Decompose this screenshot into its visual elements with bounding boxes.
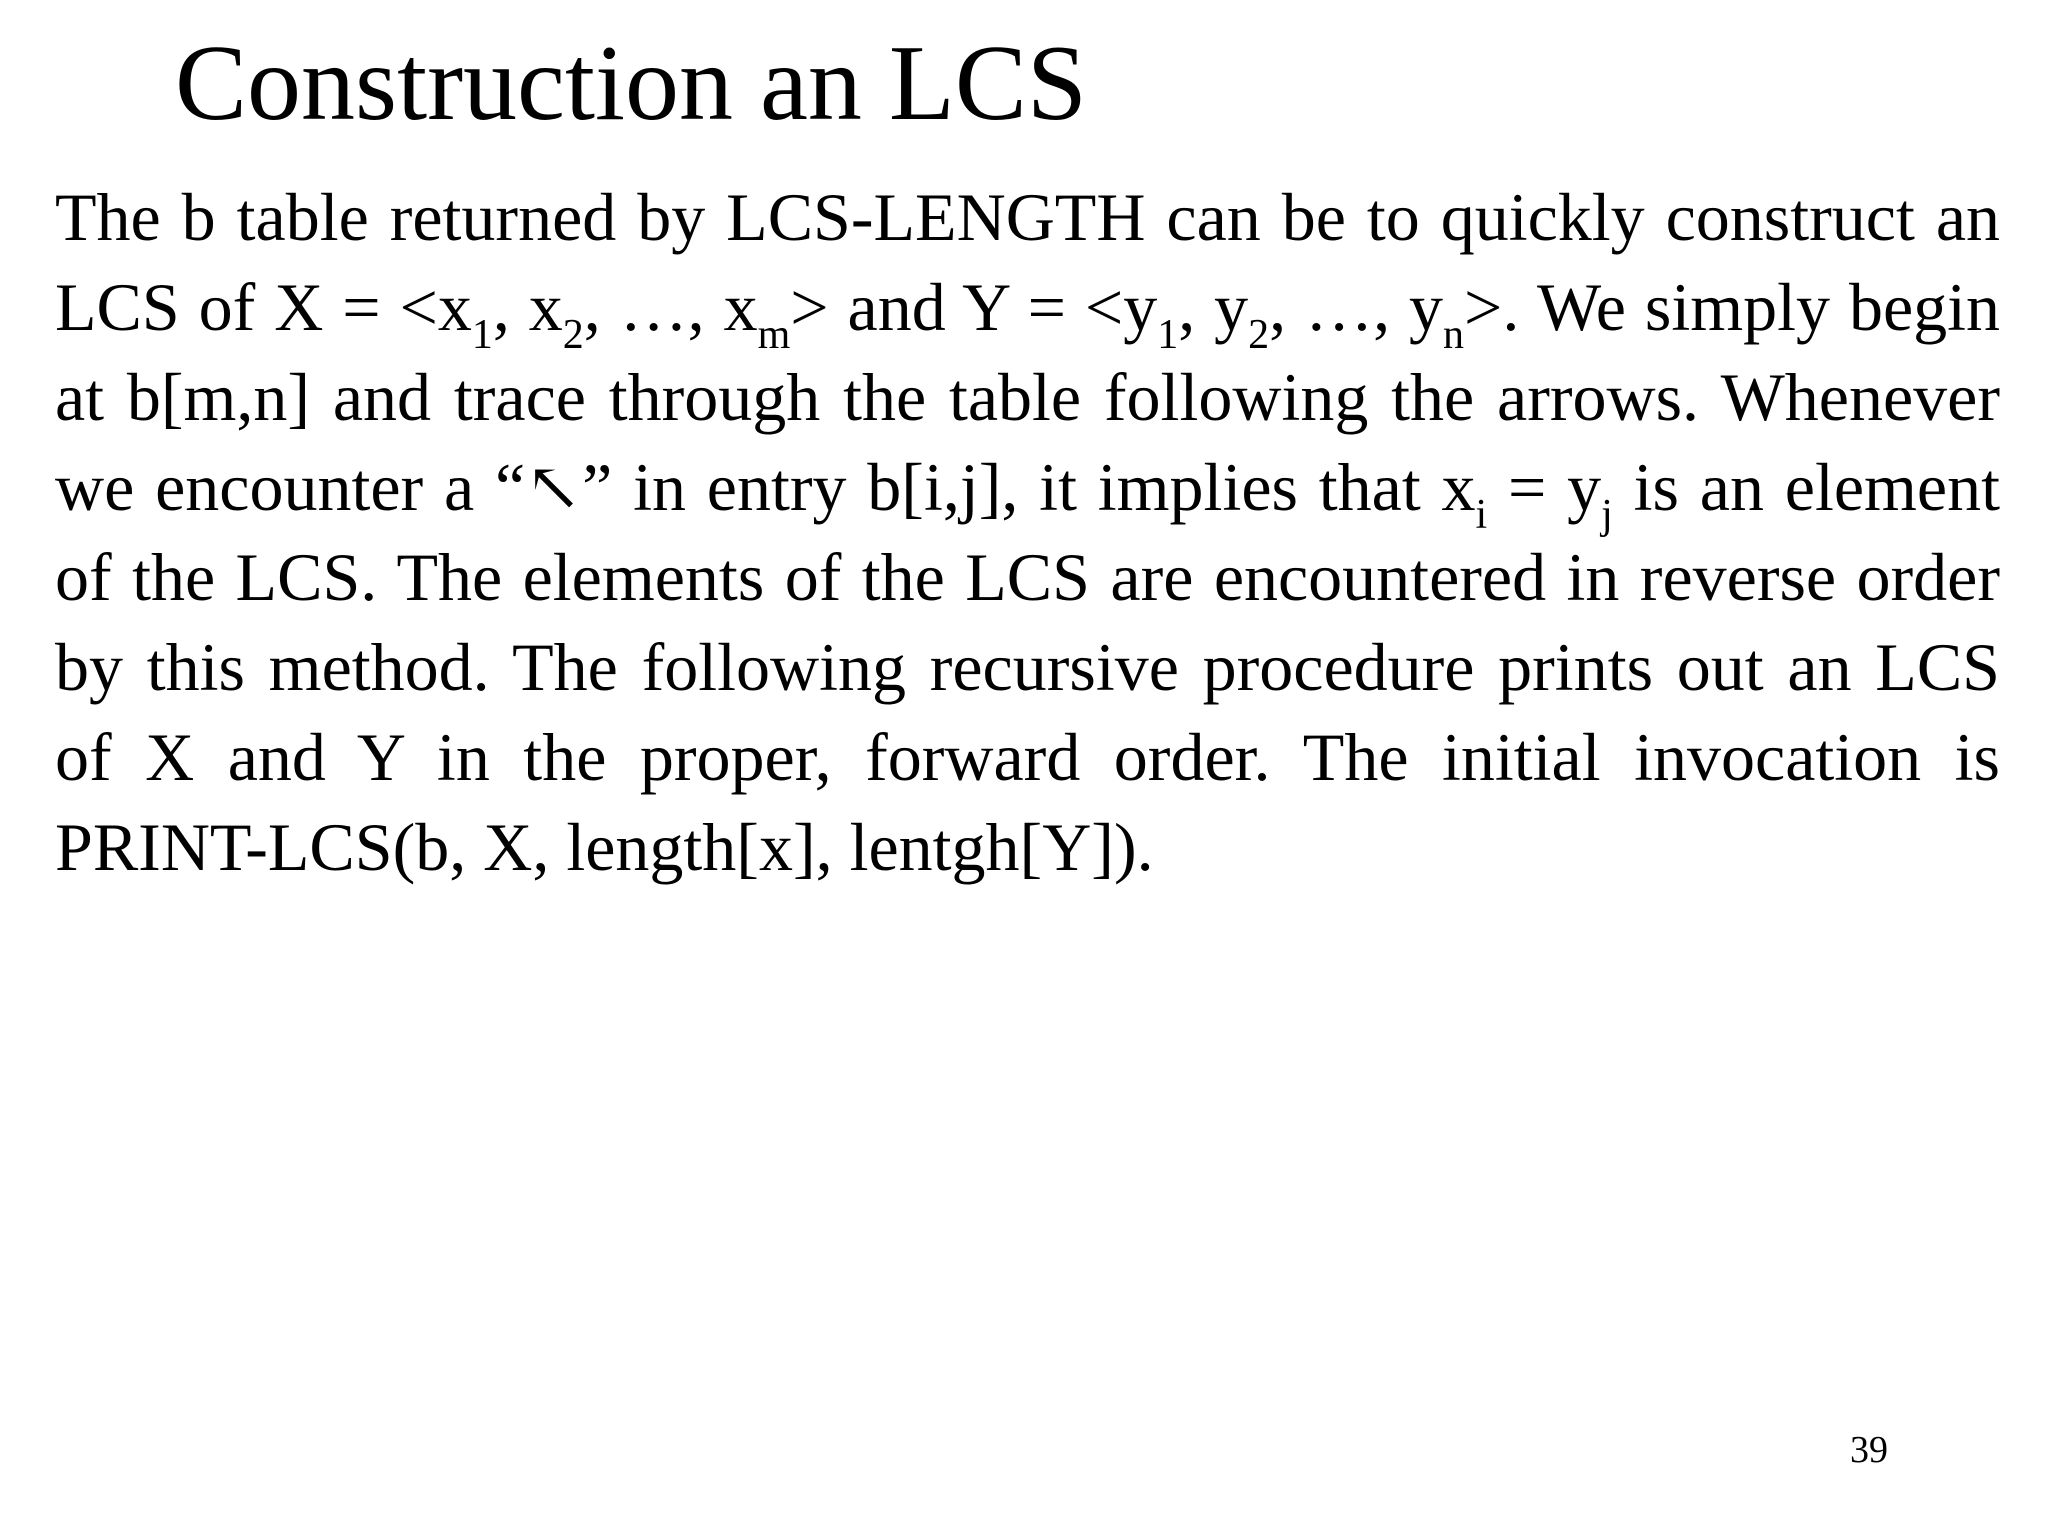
text-run: = y xyxy=(1487,449,1602,525)
page-number: 39 xyxy=(1850,1429,1888,1471)
subscript: m xyxy=(757,312,791,358)
text-run: ” in entry b[i,j], it implies that x xyxy=(582,449,1476,525)
text-run: , …, y xyxy=(1269,269,1444,345)
slide-title: Construction an LCS xyxy=(175,24,1087,143)
text-run: The b table returned by LCS-LENGTH can be to quickly construct an LCS of X = <x xyxy=(55,179,2000,345)
subscript: i xyxy=(1475,492,1488,538)
subscript: n xyxy=(1443,312,1465,358)
text-run: , …, x xyxy=(583,269,758,345)
text-run: , y xyxy=(1178,269,1249,345)
subscript: 1 xyxy=(1157,312,1179,358)
text-run: is an element of the LCS. The elements of the LCS are encountered in reverse order by this method. The following recursive procedure prints out an LCS of X and Y in the proper, forward order. The initial invocation is PRINT-LCS(b, X, length[x], lentgh[Y]). xyxy=(55,449,2000,885)
subscript: 2 xyxy=(1248,312,1270,358)
subscript: 2 xyxy=(562,312,584,358)
subscript: 1 xyxy=(471,312,493,358)
text-run: > and Y = <y xyxy=(790,269,1158,345)
diagonal-arrow-icon: ↖ xyxy=(525,449,583,525)
text-run: >. We simply begin at b[m,n] and trace through the table following the arrows. Whenever we encounter a “ xyxy=(55,269,2001,525)
text-run: , x xyxy=(492,269,563,345)
slide-body-paragraph xyxy=(55,172,2000,892)
subscript: j xyxy=(1601,492,1613,538)
